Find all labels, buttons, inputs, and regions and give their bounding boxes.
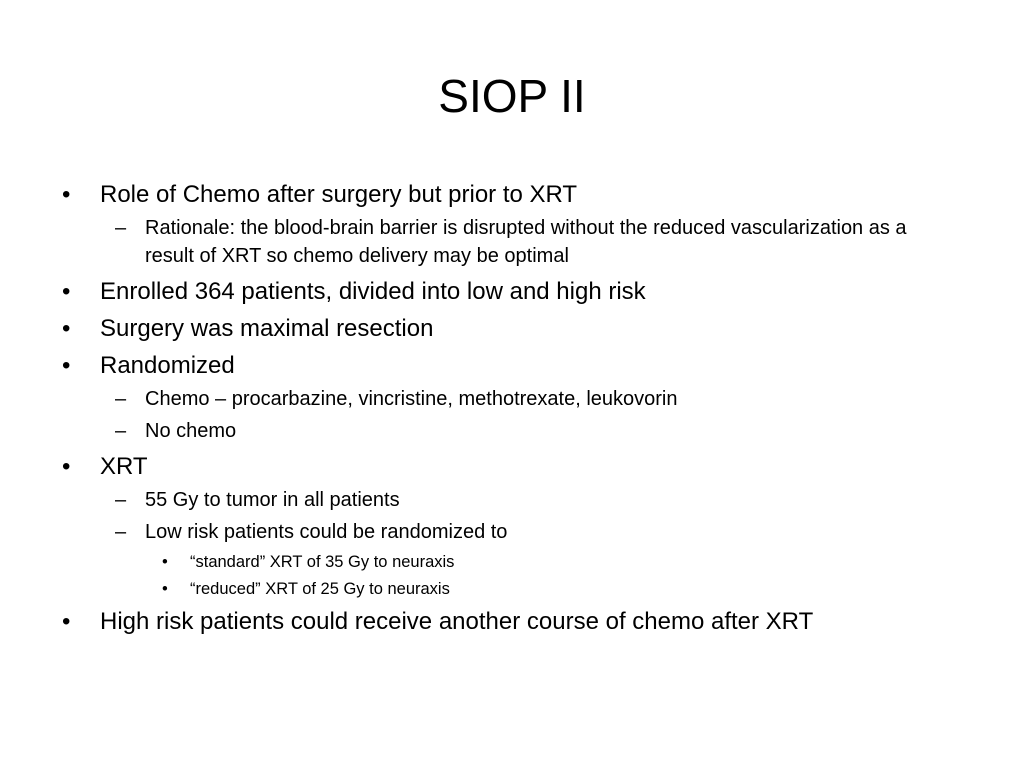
sub-bullet-text: Rationale: the blood-brain barrier is disrupted without the reduced vascularization as a result of XRT so chemo delivery may be optimal — [145, 217, 907, 267]
sub-sub-bullet-text: “reduced” XRT of 25 Gy to neuraxis — [190, 580, 450, 598]
bullet-marker: • — [62, 278, 71, 305]
bullet-marker: • — [62, 453, 71, 480]
dash-marker: – — [115, 521, 127, 543]
sub-sub-bullet-text: “standard” XRT of 35 Gy to neuraxis — [190, 553, 455, 571]
sub-bullet-item — [60, 417, 960, 445]
bullet-text: Randomized — [100, 352, 235, 379]
dash-marker: – — [115, 489, 127, 511]
bullet-item — [60, 607, 960, 637]
bullet-text: Role of Chemo after surgery but prior to XRT — [100, 181, 578, 208]
bullet-item — [60, 314, 960, 344]
bullet-text: Enrolled 364 patients, divided into low and high risk — [100, 278, 646, 305]
bullet-marker: • — [162, 580, 168, 598]
sub-sub-bullet-item — [60, 551, 960, 573]
sub-bullet-item — [60, 518, 960, 546]
sub-sub-bullet-item — [60, 578, 960, 600]
bullet-list — [60, 180, 960, 637]
bullet-marker: • — [162, 553, 168, 571]
bullet-item — [60, 180, 960, 210]
bullet-text: High risk patients could receive another course of chemo after XRT — [100, 608, 814, 635]
bullet-text: XRT — [100, 453, 148, 480]
dash-marker: – — [115, 217, 127, 239]
sub-bullet-text: Chemo – procarbazine, vincristine, methotrexate, leukovorin — [145, 388, 678, 410]
bullet-marker: • — [62, 352, 71, 379]
sub-bullet-text: 55 Gy to tumor in all patients — [145, 489, 400, 511]
sub-bullet-item — [60, 385, 960, 413]
bullet-item — [60, 452, 960, 482]
sub-bullet-text: Low risk patients could be randomized to — [145, 521, 508, 543]
dash-marker: – — [115, 388, 127, 410]
bullet-item — [60, 351, 960, 381]
slide-title: SIOP II — [438, 70, 586, 122]
bullet-item — [60, 277, 960, 307]
sub-bullet-item — [60, 214, 960, 270]
sub-bullet-item — [60, 486, 960, 514]
bullet-marker: • — [62, 315, 71, 342]
bullet-marker: • — [62, 608, 71, 635]
dash-marker: – — [115, 420, 127, 442]
bullet-text: Surgery was maximal resection — [100, 315, 434, 342]
bullet-marker: • — [62, 181, 71, 208]
sub-bullet-text: No chemo — [145, 420, 237, 442]
